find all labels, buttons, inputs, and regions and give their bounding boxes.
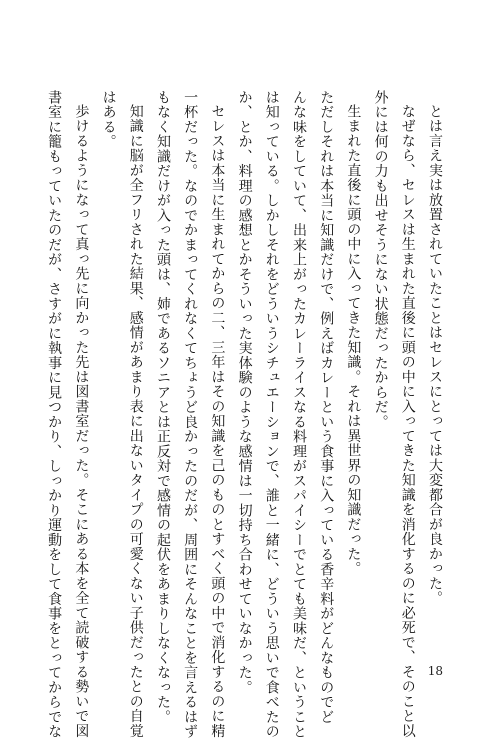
- text-line: んな味をしていて、出来上がったカレーライスなる料理がスパイシーでとても美味だ、ということ: [290, 90, 307, 739]
- page-number: 18: [427, 664, 443, 678]
- text-line: もなく知識だけが入った頭は、姉であるソニアとは正反対で感情の起伏をあまりしなくなった。: [154, 90, 171, 725]
- text-line: 書室に籠もっていたのだが、さすがに執事に見つかり、しっかり運動をして食事をとってからでな: [46, 90, 63, 739]
- text-line: 外には何の力も出せそうにない状態だったからだ。: [372, 90, 389, 430]
- text-line: 歩けるようになって真っ先に向かった先は図書室だった。そこにある本を全て読破する勢いで図: [73, 104, 90, 739]
- text-line: セレスは本当に生まれてからの二、三年はその知識を己のものとすべく頭の中で消化するのに精: [209, 104, 226, 739]
- text-line: 知識に脳が全フリされた結果、感情があまり表に出ないタイプの可愛くない子供だったとの自覚: [127, 104, 144, 739]
- text-line: 一杯だった。なのでかまってくれなくてちょうど良かったのだが、周囲にそんなことを言えるはず: [182, 90, 199, 739]
- text-line: はある。: [100, 90, 117, 149]
- text-line: とは言え実は放置されていたことはセレスにとっては大変都合が良かった。: [427, 104, 443, 606]
- text-line: か、とか、料理の感想とかそういった実体験のような感情は一切持ち合わせていなかった。: [236, 90, 253, 695]
- text-line: は知っている。しかしそれをどういうシチュエーションで、誰と一緒に、どういう思いで食べたの: [263, 90, 280, 739]
- text-line: 生まれた直後に頭の中に入ってきた知識。それは異世界の知識だった。: [345, 104, 362, 576]
- text-line: なぜなら、セレスは生まれた直後に頭の中に入ってきた知識を消化するのに必死で、そのこと以: [399, 104, 416, 739]
- text-line: ただしそれは本当に知識だけで、例えばカレーという食事に入っている香辛料がどんなものでど: [318, 90, 335, 725]
